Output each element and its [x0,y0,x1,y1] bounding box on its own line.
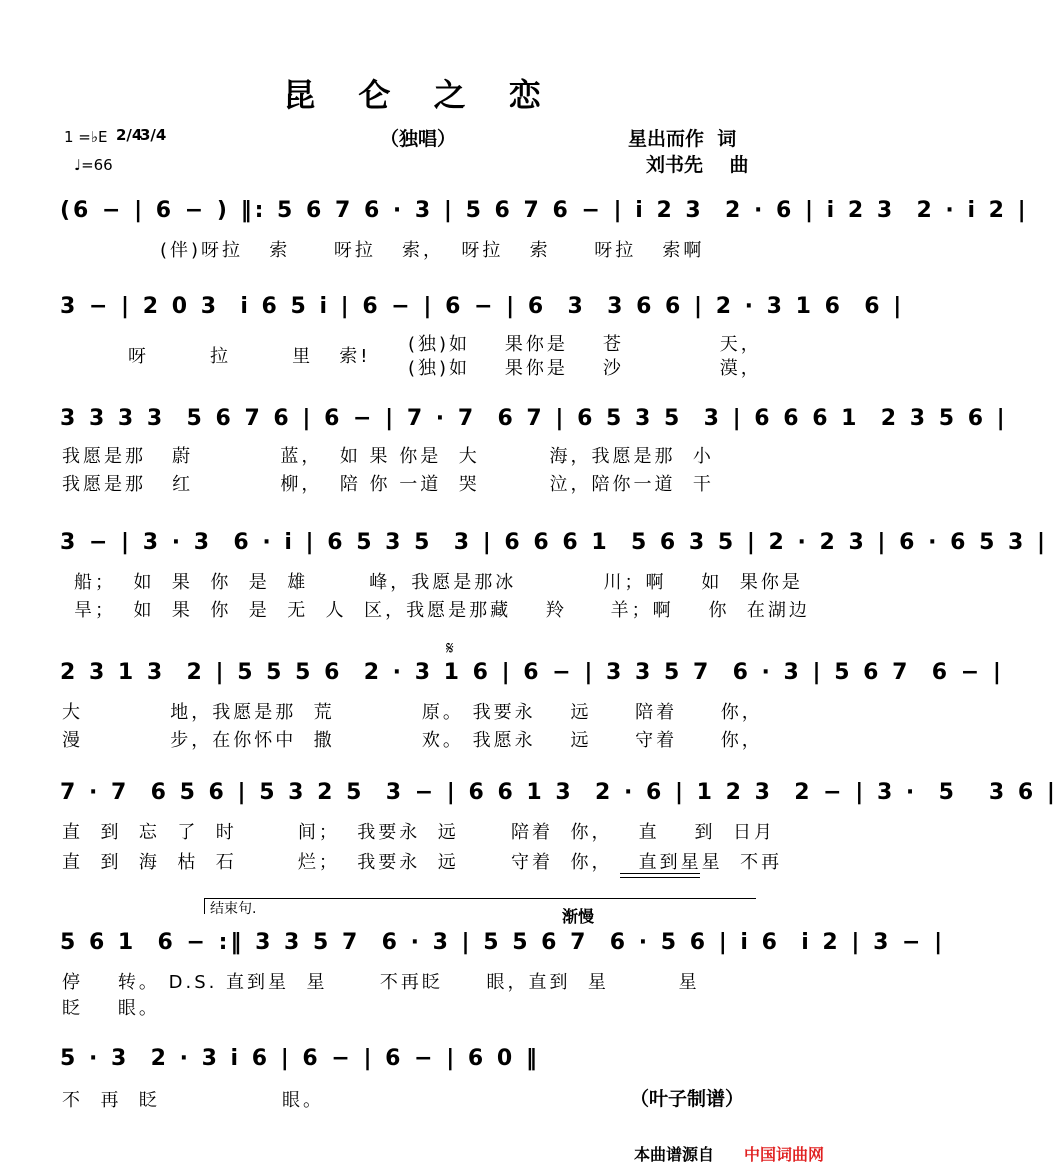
lyricist-credit: 星出而作 词 [628,128,737,150]
underline-mark [620,873,700,874]
lyric-line-2b: (独)如 果你是 苍 天， [408,334,762,355]
staff-line-2: 3 − | 2 0 3 i 6 5 i | 6 − | 6 − | 6 3 3 6 6 | 2 · 3 1 6 6 | [60,294,905,319]
lyric-line-4b: 旱； 如 果 你 是 无 人 区，我愿是那藏 羚 羊；啊 你 在湖边 [74,600,810,621]
ritardando-mark: 渐慢 [562,907,595,926]
staff-line-1: (6 − | 6 − ) ‖: 5 6 7 6 · 3 | 5 6 7 6 − | i 2 3 2 · 6 | i 2 3 2 · i 2 | [60,198,1029,223]
footer-site-link[interactable]: 中国词曲网 [744,1145,825,1164]
lyric-line-2c: (独)如 果你是 沙 漠， [408,358,762,379]
song-title: 昆 仑 之 恋 [283,76,557,114]
transcriber-credit: （叶子制谱） [630,1088,745,1110]
lyric-line-8: 不 再 眨 眼。 [62,1090,324,1111]
staff-line-5: 2 3 1 3 2 | 5 5 5 6 2 · 3 1 6 | 6 − | 3 3 5 7 6 · 3 | 5 6 7 6 − | [60,660,1004,685]
composer-credit: 刘书先 曲 [646,154,749,176]
lyric-line-6b: 直 到 海 枯 石 烂； 我要永 远 守着 你， 直到星星 不再 [62,852,783,873]
lyric-line-7a: 停 转。 D.S. 直到星 星 不再眨 眼，直到 星 星 [62,972,700,993]
staff-line-4: 3 − | 3 · 3 6 · i | 6 5 3 5 3 | 6 6 6 1 5 6 3 5 | 2 · 2 3 | 6 · 6 5 3 | [60,530,1049,555]
footer-source: 本曲谱源自 [634,1145,715,1164]
underline-mark-2 [620,877,700,878]
staff-line-3: 3 3 3 3 5 6 7 6 | 6 − | 7 · 7 6 7 | 6 5 3 5 3 | 6 6 6 1 2 3 5 6 | [60,406,1008,431]
staff-line-8: 5 · 3 2 · 3 i 6 | 6 − | 6 − | 6 0 ‖ [60,1046,540,1071]
ending-label: 结束句. [210,901,257,917]
lyric-line-4a: 船； 如 果 你 是 雄 峰，我愿是那冰 川；啊 如 果你是 [74,572,803,593]
lyric-line-5b: 漫 步，在你怀中 撒 欢。 我愿永 远 守着 你， [62,730,763,751]
key-signature: 1 =♭E [64,128,108,146]
tempo-marking: ♩=66 [74,156,113,174]
ending-bracket-side [204,898,205,914]
time-signature-2: 3/4 [140,126,167,144]
ending-bracket-top [204,898,756,899]
performance-style: （独唱） [380,128,457,150]
staff-line-6: 7 · 7 6 5 6 | 5 3 2 5 3 − | 6 6 1 3 2 · 6 | 1 2 3 2 − | 3 · 5 3 6 | [60,780,1058,805]
lyric-line-7b: 眨 眼。 [62,998,160,1019]
lyric-line-5a: 大 地，我愿是那 荒 原。 我要永 远 陪着 你， [62,702,763,723]
time-signature-1: 2/4 [116,126,143,144]
lyric-line-1: (伴)呀拉 索 呀拉 索， 呀拉 索 呀拉 索啊 [160,240,705,261]
segno-sign: 𝄋 [446,638,454,659]
lyric-line-3a: 我愿是那 蔚 蓝， 如 果 你是 大 海，我愿是那 小 [62,446,714,467]
staff-line-7: 5 6 1 6 − :‖ 3 3 5 7 6 · 3 | 5 5 6 7 6 · 5 6 | i 6 i 2 | 3 − | [60,930,946,955]
lyric-line-6a: 直 到 忘 了 时 间； 我要永 远 陪着 你， 直 到 日月 [62,822,775,843]
lyric-line-3b: 我愿是那 红 柳， 陪 你 一道 哭 泣，陪你一道 干 [62,474,714,495]
lyric-line-2a: 呀 拉 里 索! [128,346,371,367]
